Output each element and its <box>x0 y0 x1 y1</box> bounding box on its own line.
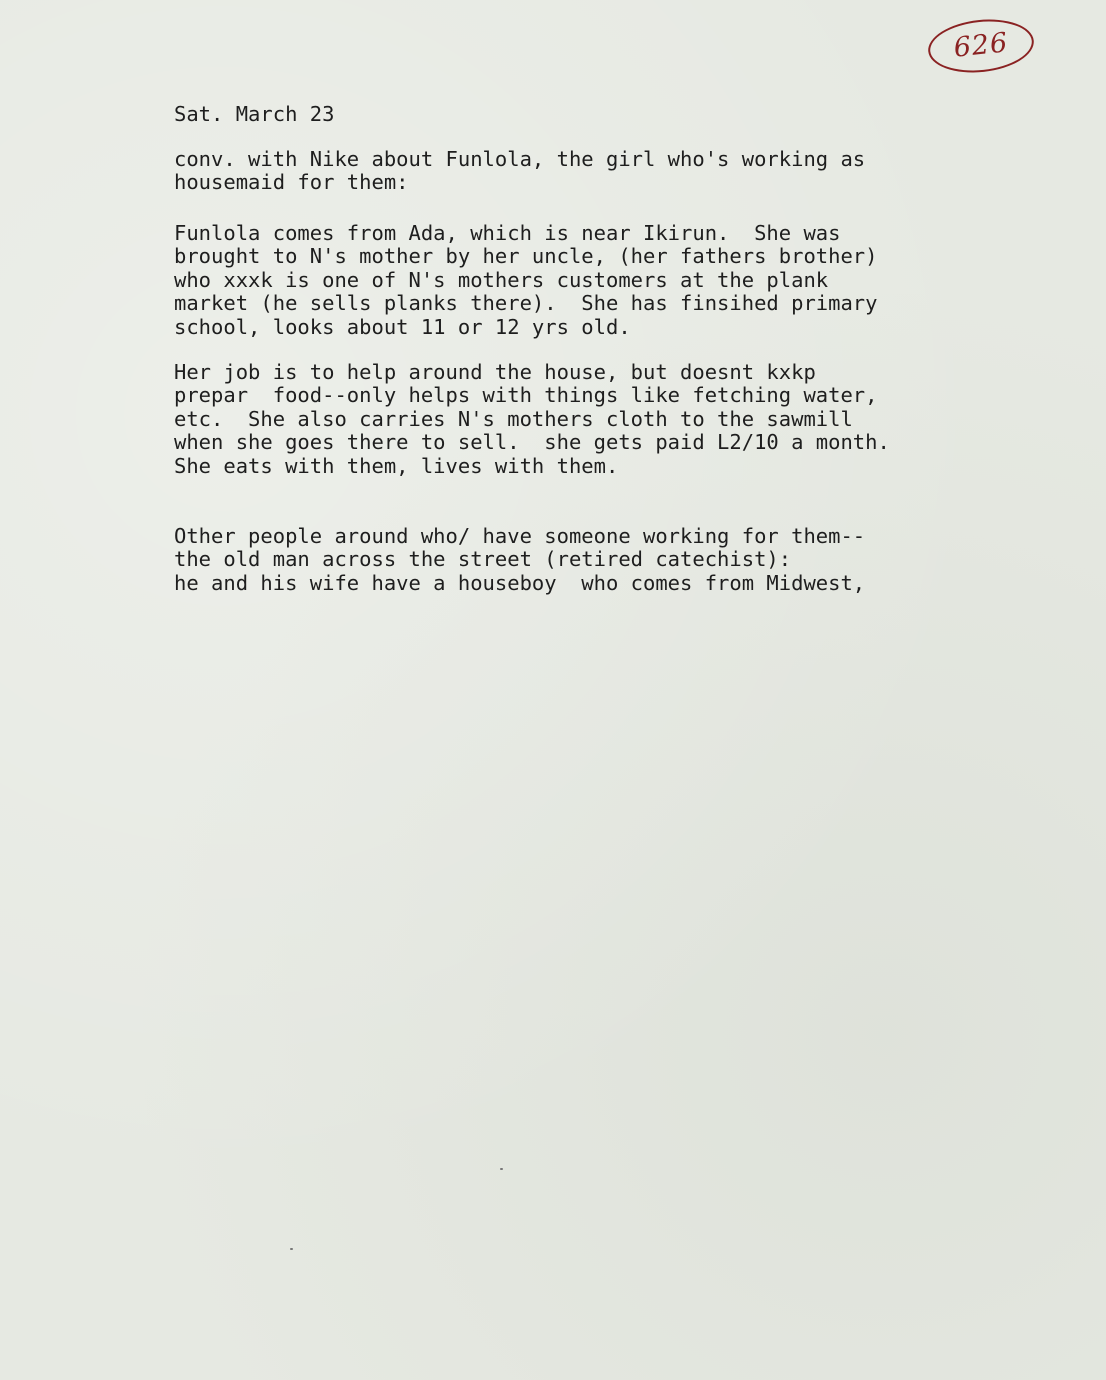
paragraph-funlola-origin <box>174 222 878 339</box>
text-line: who xxxk is one of N's mothers customers at the plank <box>174 267 829 292</box>
paragraph-other-people <box>174 525 865 595</box>
text-line: etc. She also carries N's mothers cloth to the sawmill <box>174 406 853 431</box>
page-number-stamp: 626 <box>926 15 1037 78</box>
paper-speck <box>290 1248 293 1250</box>
text-line: Funlola comes from Ada, which is near Ikirun. She was <box>174 221 841 245</box>
text-line: he and his wife have a houseboy who comes from Midwest, <box>174 570 866 595</box>
paper-speck <box>500 1168 503 1170</box>
text-line: brought to N's mother by her uncle, (her fathers brother) <box>174 244 878 269</box>
text-line: school, looks about 11 or 12 yrs old. <box>174 314 631 339</box>
text-line: conv. with Nike about Funlola, the girl who's working as <box>174 147 866 171</box>
text-line: the old man across the street (retired catechist): <box>174 547 792 572</box>
text-line: when she goes there to sell. she gets paid L2/10 a month. <box>174 430 890 455</box>
text-line: Her job is to help around the house, but doesnt kxkp <box>174 360 816 384</box>
entry-date: Sat. March 23 <box>174 102 335 126</box>
text-line: Other people around who/ have someone working for them-- <box>174 524 866 548</box>
paragraph-intro <box>174 148 865 195</box>
text-line: She eats with them, lives with them. <box>174 453 619 478</box>
text-line: housemaid for them: <box>174 170 409 195</box>
text-line: market (he sells planks there). She has finsihed primary <box>174 291 878 316</box>
paragraph-funlola-job <box>174 361 890 478</box>
text-line: prepar food--only helps with things like fetching water, <box>174 383 878 408</box>
